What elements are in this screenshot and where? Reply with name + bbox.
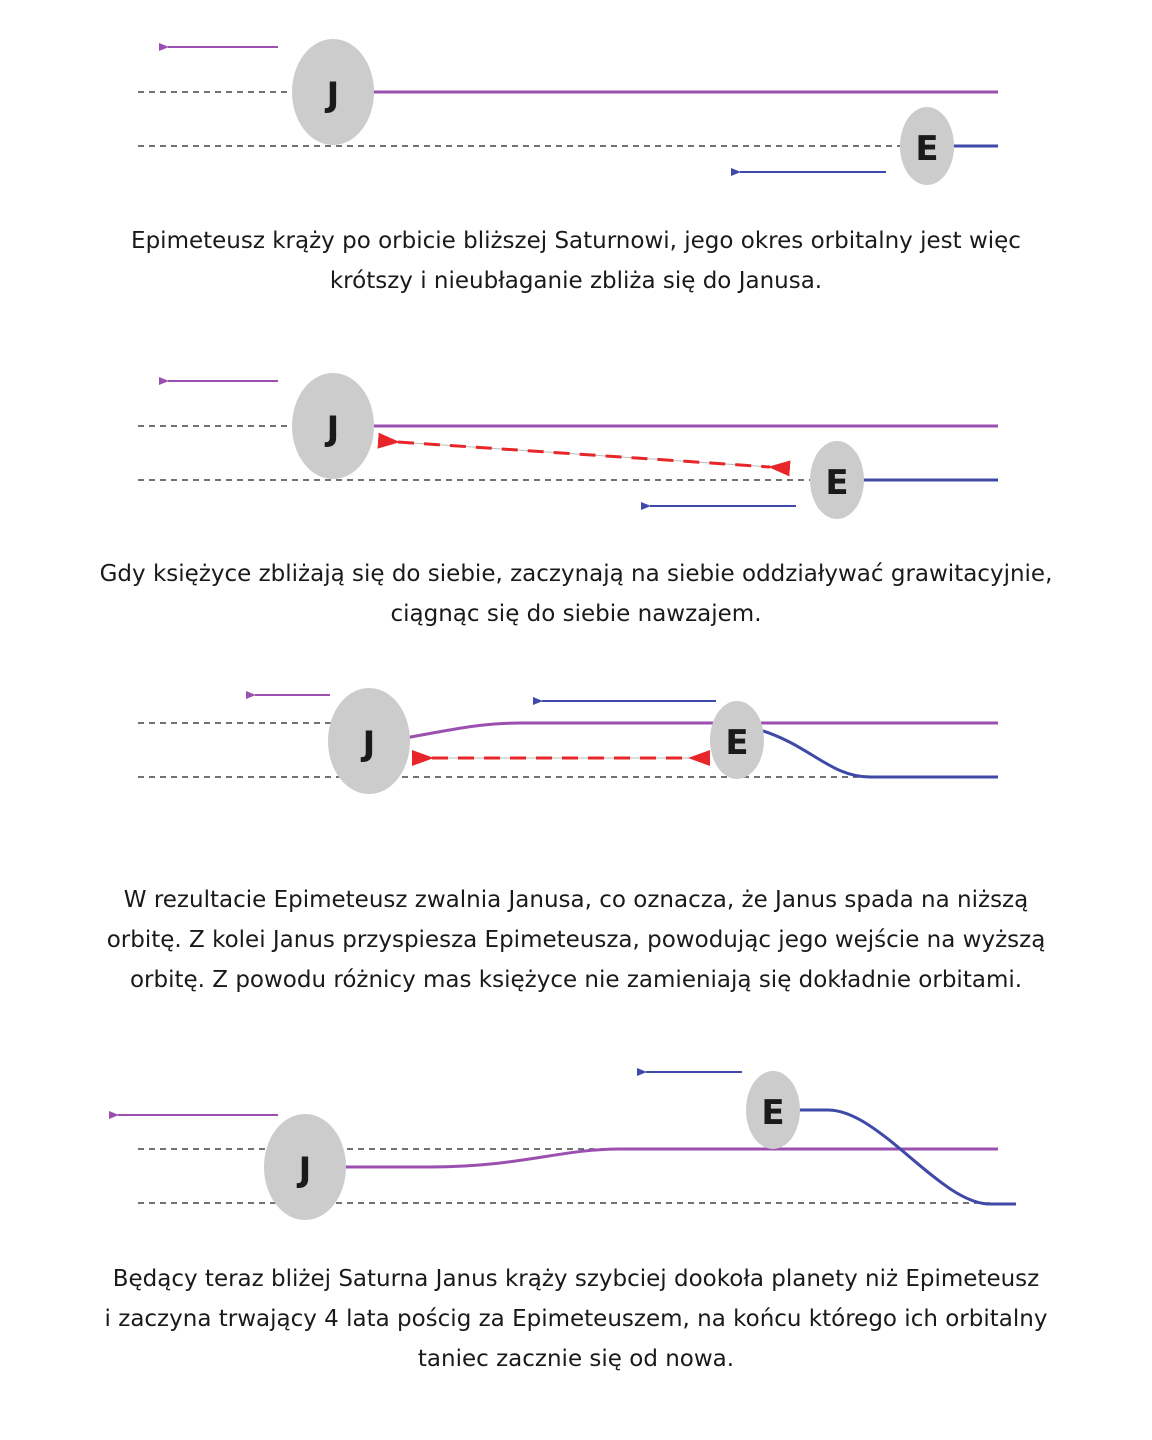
janus-label: J bbox=[298, 1150, 312, 1190]
epimetheus-label: E bbox=[825, 463, 849, 503]
gravity-attraction-arrow bbox=[398, 442, 770, 467]
caption-line: Będący teraz bliżej Saturna Janus krąży szybciej dookoła planety niż Epimeteusz bbox=[112, 1266, 1040, 1292]
epimetheus-orbit-path bbox=[798, 1110, 1016, 1204]
panel-1-diagram bbox=[138, 39, 998, 185]
caption-line: ciągnąc się do siebie nawzajem. bbox=[390, 601, 762, 627]
epimetheus-label: E bbox=[725, 723, 749, 763]
janus-label: J bbox=[362, 724, 376, 764]
caption-line: orbitę. Z kolei Janus przyspiesza Epimeteusza, powodując jego wejście na wyższą bbox=[106, 927, 1046, 953]
janus-label: J bbox=[326, 75, 340, 115]
caption-line: taniec zacznie się od nowa. bbox=[417, 1346, 735, 1372]
panel-1-caption bbox=[0, 221, 1152, 301]
epimetheus-label: E bbox=[761, 1093, 785, 1133]
panel-4-diagram bbox=[118, 1071, 1016, 1220]
janus-orbit-path bbox=[405, 723, 998, 738]
caption-line: orbitę. Z powodu różnicy mas księżyce nie zamieniają się dokładnie orbitami. bbox=[129, 967, 1023, 993]
panel-2-caption bbox=[0, 554, 1152, 634]
panel-3-caption bbox=[0, 880, 1152, 1000]
panel-4-caption bbox=[0, 1259, 1152, 1379]
epimetheus-label: E bbox=[915, 129, 939, 169]
panel-3-diagram bbox=[138, 688, 998, 794]
janus-label: J bbox=[326, 409, 340, 449]
epimetheus-orbit-path bbox=[760, 730, 998, 777]
caption-line: krótszy i nieubłaganie zbliża się do Janusa. bbox=[329, 268, 823, 294]
panel-2-diagram bbox=[138, 373, 998, 519]
janus-orbit-path bbox=[345, 1149, 998, 1167]
caption-line: Gdy księżyce zbliżają się do siebie, zaczynają na siebie oddziaływać grawitacyjnie, bbox=[99, 561, 1053, 587]
caption-line: W rezultacie Epimeteusz zwalnia Janusa, co oznacza, że Janus spada na niższą bbox=[123, 887, 1029, 913]
caption-line: i zaczyna trwający 4 lata pościg za Epimeteuszem, na końcu którego ich orbitalny bbox=[104, 1306, 1048, 1332]
caption-line: Epimeteusz krąży po orbicie bliższej Saturnowi, jego okres orbitalny jest więc bbox=[131, 228, 1021, 254]
